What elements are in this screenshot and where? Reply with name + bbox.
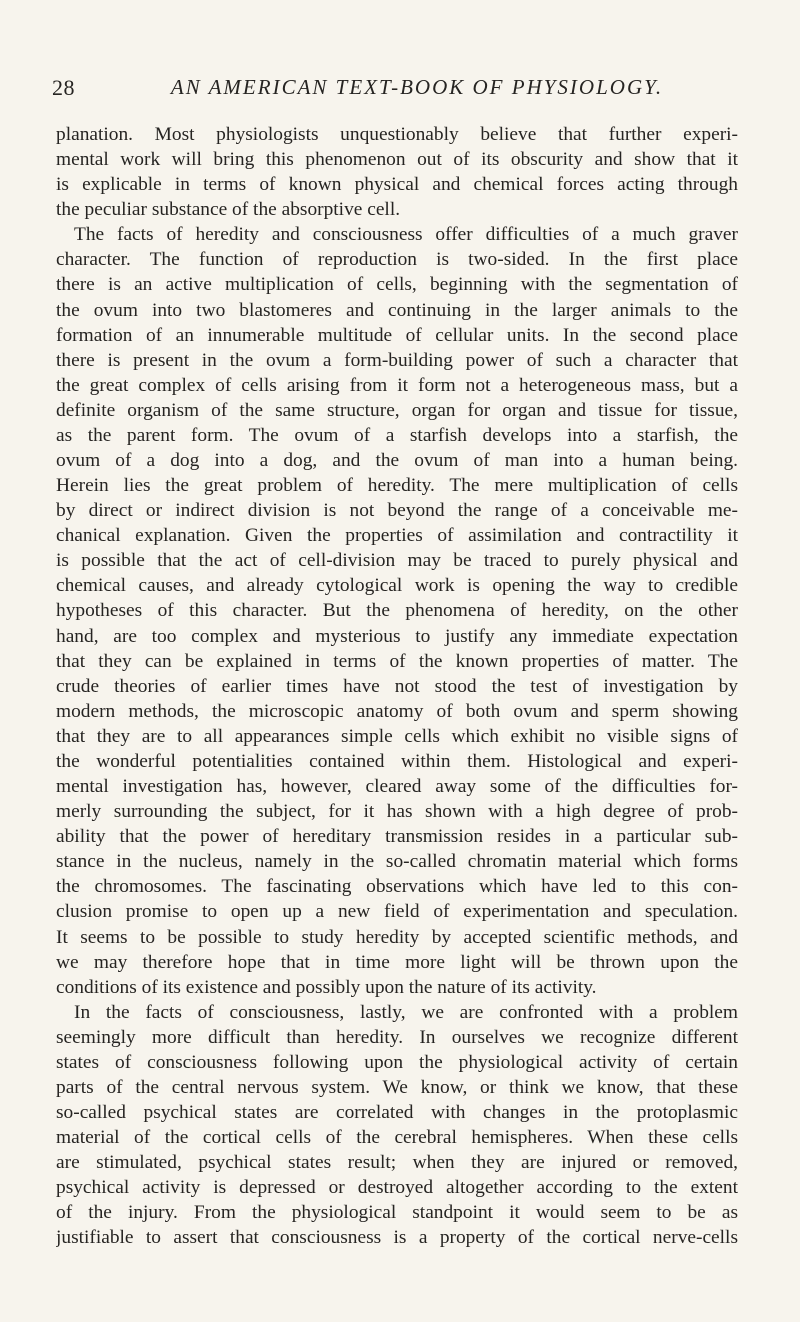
text-line: there is present in the ovum a form-building power of such a character that xyxy=(56,349,738,371)
text-line: there is an active multiplication of cells, beginning with the segmentation of xyxy=(56,274,738,296)
text-line: In the facts of consciousness, lastly, we are confronted with a problem xyxy=(74,1001,738,1023)
text-line: hypotheses of this character. But the phenomena of heredity, on the other xyxy=(56,600,738,622)
text-line: the great complex of cells arising from it form not a heterogeneous mass, but a xyxy=(56,374,738,396)
text-line: that they are to all appearances simple cells which exhibit no visible signs of xyxy=(56,725,738,747)
text-line: conditions of its existence and possibly upon the nature of its activity. xyxy=(56,976,597,998)
book-title: AN AMERICAN TEXT-BOOK OF PHYSIOLOGY. xyxy=(170,75,664,99)
text-line: mental investigation has, however, cleared away some of the difficulties for- xyxy=(56,776,738,798)
text-line: The facts of heredity and consciousness offer difficulties of a much graver xyxy=(74,224,738,246)
text-line: the wonderful potentialities contained within them. Histological and experi- xyxy=(56,750,738,772)
running-head xyxy=(52,75,752,101)
text-line: formation of an innumerable multitude of cellular units. In the second place xyxy=(56,324,738,346)
text-line: parts of the central nervous system. We know, or think we know, that these xyxy=(56,1076,738,1098)
text-line: is explicable in terms of known physical and chemical forces acting through xyxy=(56,174,738,196)
text-line: definite organism of the same structure, organ for organ and tissue for tissue, xyxy=(56,399,738,421)
text-line: the chromosomes. The fascinating observations which have led to this con- xyxy=(56,876,738,898)
text-line: merly surrounding the subject, for it has shown with a high degree of prob- xyxy=(56,801,738,823)
text-line: character. The function of reproduction is two-sided. In the first place xyxy=(56,249,738,271)
text-line: as the parent form. The ovum of a starfish develops into a starfish, the xyxy=(56,424,738,446)
text-line: crude theories of earlier times have not stood the test of investigation by xyxy=(56,675,738,697)
text-line: planation. Most physiologists unquestionably believe that further experi- xyxy=(56,124,738,145)
text-line: Herein lies the great problem of heredity. The mere multiplication of cells xyxy=(56,475,738,497)
text-line: stance in the nucleus, namely in the so-called chromatin material which forms xyxy=(56,851,738,873)
text-line: justifiable to assert that consciousness is a property of the cortical nerve-cells xyxy=(56,1227,738,1249)
text-line: ovum of a dog into a dog, and the ovum of man into a human being. xyxy=(56,450,738,472)
text-line: chanical explanation. Given the properties of assimilation and contractility it xyxy=(56,525,738,547)
text-line: states of consciousness following upon the physiological activity of certain xyxy=(56,1051,738,1073)
text-line: mental work will bring this phenomenon out of its obscurity and show that it xyxy=(56,149,738,171)
text-line: that they can be explained in terms of the known properties of matter. The xyxy=(56,650,738,672)
text-line: so-called psychical states are correlated with changes in the protoplasmic xyxy=(56,1102,738,1124)
text-line: by direct or indirect division is not beyond the range of a conceivable me- xyxy=(56,500,738,522)
text-line: hand, are too complex and mysterious to justify any immediate expectation xyxy=(56,625,738,647)
text-line: are stimulated, psychical states result; when they are injured or removed, xyxy=(56,1152,738,1174)
text-line: ability that the power of hereditary transmission resides in a particular sub- xyxy=(56,826,738,848)
text-line: modern methods, the microscopic anatomy of both ovum and sperm showing xyxy=(56,700,738,722)
text-line: we may therefore hope that in time more light will be thrown upon the xyxy=(56,951,738,973)
text-line: is possible that the act of cell-division may be traced to purely physical and xyxy=(56,550,738,572)
text-line: of the injury. From the physiological standpoint it would seem to be as xyxy=(56,1202,738,1224)
text-line: the peculiar substance of the absorptive cell. xyxy=(56,199,401,221)
text-line: psychical activity is depressed or destroyed altogether according to the extent xyxy=(56,1177,738,1199)
text-line: the ovum into two blastomeres and continuing in the larger animals to the xyxy=(56,299,738,321)
text-line: seemingly more difficult than heredity. In ourselves we recognize different xyxy=(56,1026,738,1048)
text-line: clusion promise to open up a new field of experimentation and speculation. xyxy=(56,901,738,923)
text-line: chemical causes, and already cytological work is opening the way to credible xyxy=(56,575,738,597)
page-number: 28 xyxy=(52,75,75,100)
text-line: material of the cortical cells of the cerebral hemispheres. When these cells xyxy=(56,1127,738,1149)
body-text xyxy=(56,122,738,1251)
text-line: It seems to be possible to study heredity by accepted scientific methods, and xyxy=(56,926,738,948)
